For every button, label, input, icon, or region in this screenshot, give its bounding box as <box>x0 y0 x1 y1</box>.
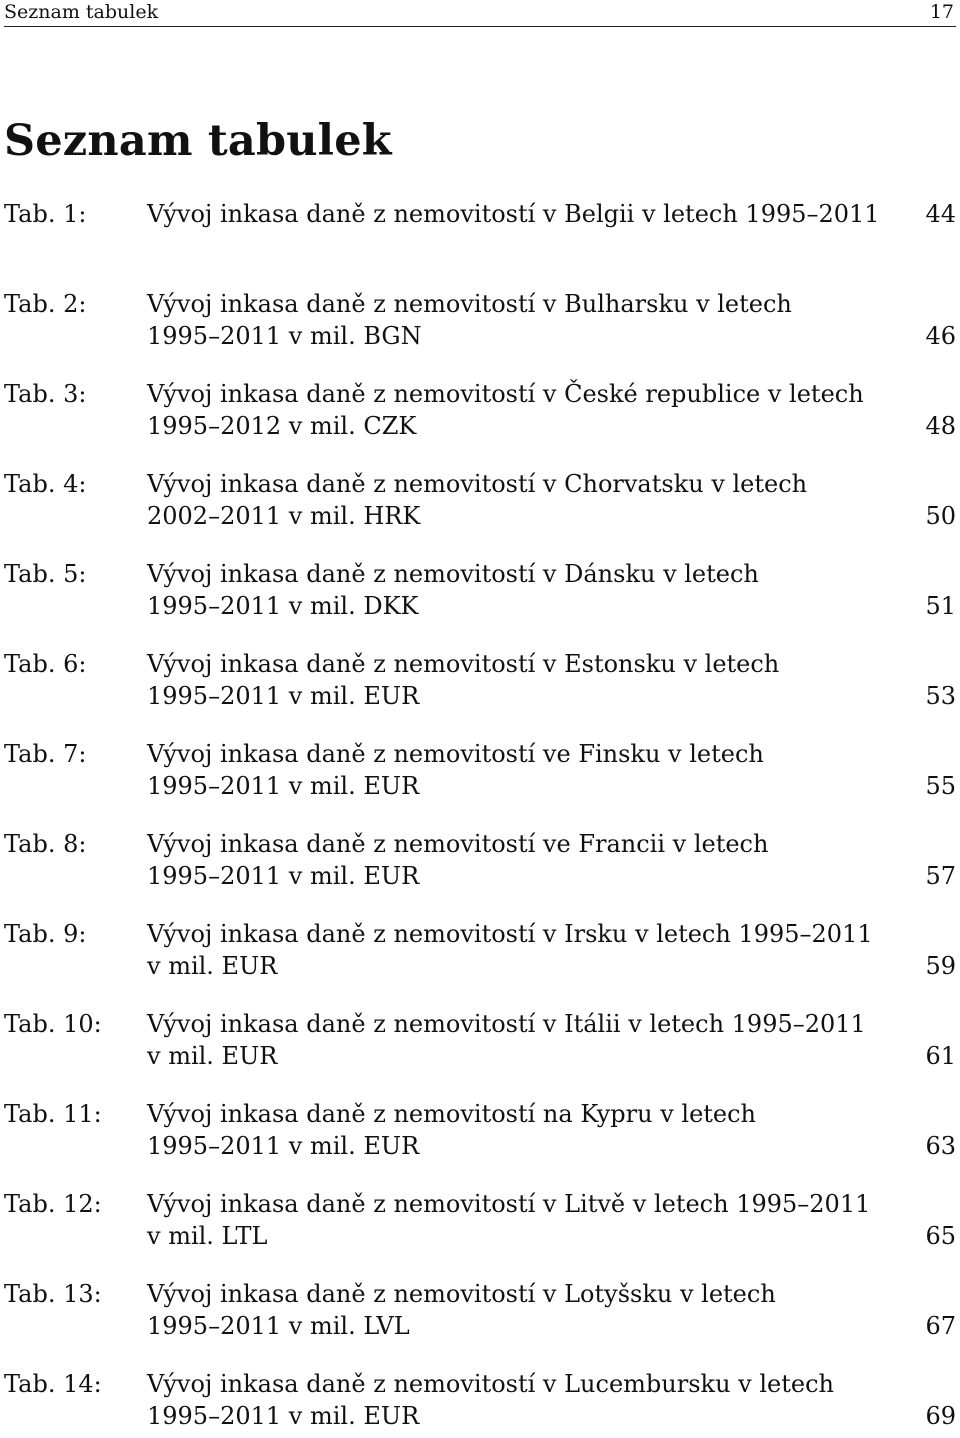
entry-title-line2: 1995–2011 v mil. BGN <box>147 322 422 350</box>
entry-title-line2: 1995–2011 v mil. EUR <box>147 1132 420 1160</box>
entry-title-line1: Vývoj inkasa daně z nemovitostí v Lotyšsku v letech <box>147 1280 776 1308</box>
table-list-entry[interactable] <box>0 918 960 988</box>
table-list-entry[interactable] <box>0 198 960 268</box>
entry-page-number: 61 <box>925 1042 956 1070</box>
entry-title-line1: Vývoj inkasa daně z nemovitostí v Chorvatsku v letech <box>147 470 808 498</box>
entry-page-number: 53 <box>925 682 956 710</box>
entry-label: Tab. 4: <box>4 470 87 498</box>
entry-title-line1: Vývoj inkasa daně z nemovitostí v Lucembursku v letech <box>147 1370 834 1398</box>
entry-label: Tab. 14: <box>4 1370 102 1398</box>
table-list-entry[interactable] <box>0 558 960 628</box>
entry-title-line2: v mil. EUR <box>147 952 278 980</box>
entry-page-number: 67 <box>925 1312 956 1340</box>
entry-page-number: 55 <box>925 772 956 800</box>
table-list-entry[interactable] <box>0 1098 960 1168</box>
entry-title-line2: 1995–2011 v mil. EUR <box>147 1402 420 1430</box>
entry-title-line2: v mil. LTL <box>147 1222 268 1250</box>
entry-page-number: 46 <box>925 322 956 350</box>
entry-page-number: 44 <box>925 200 956 228</box>
table-list-entry[interactable] <box>0 1188 960 1258</box>
entry-title-line1: Vývoj inkasa daně z nemovitostí v Litvě v letech 1995–2011 <box>147 1190 871 1218</box>
entry-title-line1: Vývoj inkasa daně z nemovitostí v Itálii v letech 1995–2011 <box>147 1010 866 1038</box>
entry-label: Tab. 2: <box>4 290 87 318</box>
entry-label: Tab. 9: <box>4 920 87 948</box>
entry-title-line2: 1995–2011 v mil. EUR <box>147 772 420 800</box>
entry-title-line1: Vývoj inkasa daně z nemovitostí v Estonsku v letech <box>147 650 780 678</box>
running-header-section: Seznam tabulek <box>4 1 159 23</box>
entry-title-line1: Vývoj inkasa daně z nemovitostí v Irsku v letech 1995–2011 <box>147 920 873 948</box>
entry-title-line1: Vývoj inkasa daně z nemovitostí v Dánsku v letech <box>147 560 759 588</box>
entry-label: Tab. 8: <box>4 830 87 858</box>
table-list-entry[interactable] <box>0 828 960 898</box>
entry-label: Tab. 12: <box>4 1190 102 1218</box>
running-header <box>4 0 956 27</box>
entry-title-line2: 1995–2011 v mil. DKK <box>147 592 419 620</box>
table-list-entry[interactable] <box>0 738 960 808</box>
entry-title-line2: v mil. EUR <box>147 1042 278 1070</box>
table-list-entry[interactable] <box>0 378 960 448</box>
entry-label: Tab. 1: <box>4 200 87 228</box>
table-list-entry[interactable] <box>0 288 960 358</box>
entry-title-line1: Vývoj inkasa daně z nemovitostí ve Francii v letech <box>147 830 769 858</box>
entry-title-line2: 1995–2011 v mil. LVL <box>147 1312 410 1340</box>
table-list-entry[interactable] <box>0 468 960 538</box>
table-list-entry[interactable] <box>0 1278 960 1348</box>
entry-page-number: 48 <box>925 412 956 440</box>
entry-title-line1: Vývoj inkasa daně z nemovitostí v České republice v letech <box>147 380 864 408</box>
entry-label: Tab. 3: <box>4 380 87 408</box>
entry-page-number: 59 <box>925 952 956 980</box>
table-list-entry[interactable] <box>0 1008 960 1078</box>
entry-page-number: 50 <box>925 502 956 530</box>
entry-page-number: 63 <box>925 1132 956 1160</box>
entry-title-line1: Vývoj inkasa daně z nemovitostí ve Finsku v letech <box>147 740 764 768</box>
table-list-entry[interactable] <box>0 1368 960 1438</box>
entry-label: Tab. 10: <box>4 1010 102 1038</box>
entry-label: Tab. 13: <box>4 1280 102 1308</box>
entry-title-line2: 1995–2011 v mil. EUR <box>147 862 420 890</box>
table-list-entry[interactable] <box>0 648 960 718</box>
entry-page-number: 65 <box>925 1222 956 1250</box>
running-header-page-number: 17 <box>929 1 954 23</box>
entry-page-number: 69 <box>925 1402 956 1430</box>
entry-label: Tab. 5: <box>4 560 87 588</box>
page-title: Seznam tabulek <box>4 116 392 166</box>
entry-title-line1: Vývoj inkasa daně z nemovitostí v Bulharsku v letech <box>147 290 792 318</box>
entry-label: Tab. 6: <box>4 650 87 678</box>
entry-title-line2: 1995–2012 v mil. CZK <box>147 412 417 440</box>
entry-page-number: 57 <box>925 862 956 890</box>
entry-title-line1: Vývoj inkasa daně z nemovitostí v Belgii v letech 1995–2011 <box>147 200 880 228</box>
entry-title-line1: Vývoj inkasa daně z nemovitostí na Kypru v letech <box>147 1100 757 1128</box>
entry-label: Tab. 7: <box>4 740 87 768</box>
entry-label: Tab. 11: <box>4 1100 102 1128</box>
entry-page-number: 51 <box>925 592 956 620</box>
entry-title-line2: 1995–2011 v mil. EUR <box>147 682 420 710</box>
entry-title-line2: 2002–2011 v mil. HRK <box>147 502 421 530</box>
